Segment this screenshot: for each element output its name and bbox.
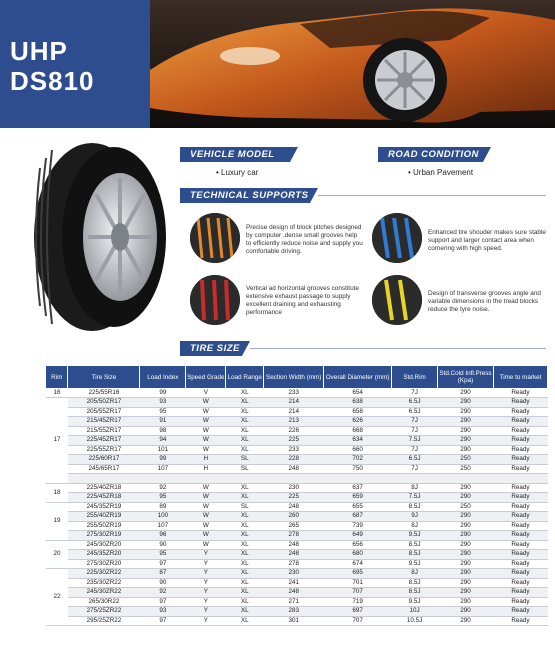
table-cell: 265 [264,521,324,531]
table-cell: 245/30ZR22 [68,588,140,598]
table-cell: 250 [438,464,494,474]
table-body [46,388,548,626]
table-cell: 92 [140,588,186,598]
table-cell: XL [226,388,264,398]
feature-text-shoulder: Enhanced tire shouder makes sure stable support and larger contact area when cornering with high speed. [428,229,546,252]
table-row [46,578,548,588]
table-cell: 97 [140,616,186,626]
table-cell: Ready [493,550,547,560]
vehicle-model-value: • Luxury car [216,168,259,177]
table-cell [226,474,264,484]
table-cell [186,474,226,484]
table-cell: 255/50ZR19 [68,521,140,531]
table-cell [68,474,140,484]
table-cell: XL [226,493,264,503]
table-cell: 250 [438,502,494,512]
table-row [46,455,548,465]
table-cell: 275/30ZR19 [68,531,140,541]
table-cell: 655 [324,502,392,512]
table-cell: 93 [140,398,186,408]
table-cell: SL [226,502,264,512]
table-cell: 245/35ZR20 [68,550,140,560]
table-cell: 214 [264,407,324,417]
table-cell: 7J [392,388,438,398]
table-cell: W [186,417,226,427]
table-cell: 215/55ZR17 [68,426,140,436]
table-cell: 101 [140,445,186,455]
tread-orange-icon [190,213,240,263]
table-cell: Y [186,607,226,617]
table-cell: 225/60R17 [68,455,140,465]
table-cell: 6.5J [392,407,438,417]
table-cell: Ready [493,531,547,541]
table-cell: 265/30R22 [68,597,140,607]
table-cell: 89 [140,502,186,512]
table-cell: 8.5J [392,502,438,512]
table-cell: 290 [438,483,494,493]
table-cell: W [186,436,226,446]
feature-text-grooves: Design of transverse grooves angle and variable dimensions in the tread blocks reduce the tyre noise. [428,290,541,313]
rim-cell: 17 [46,398,68,484]
table-cell: W [186,407,226,417]
table-cell: Ready [493,578,547,588]
table-cell: 233 [264,388,324,398]
table-row [46,597,548,607]
table-cell: 8.5J [392,588,438,598]
table-cell: 99 [140,388,186,398]
table-cell: 295/25ZR22 [68,616,140,626]
table-cell: 248 [264,550,324,560]
table-cell: Ready [493,588,547,598]
tire-product-image [22,138,182,336]
table-cell: 7J [392,426,438,436]
table-cell: SL [226,455,264,465]
feature-text-noise: Precise design of block pitches designed by computer ,dense small grooves help to efficiently reduce noise and supply you comfortable driving. [246,224,363,255]
table-cell: 668 [324,426,392,436]
table-cell: 638 [324,398,392,408]
table-cell: 90 [140,578,186,588]
table-cell: 290 [438,588,494,598]
table-cell: 290 [438,417,494,427]
table-cell: SL [226,464,264,474]
table-cell: XL [226,578,264,588]
table-cell: 107 [140,521,186,531]
table-cell: Ready [493,388,547,398]
tread-blue-icon [372,213,422,263]
table-cell: Y [186,569,226,579]
table-cell: Y [186,578,226,588]
table-cell: Y [186,616,226,626]
table-row [46,445,548,455]
table-cell: XL [226,588,264,598]
table-cell: Ready [493,512,547,522]
table-cell: 290 [438,398,494,408]
table-cell: Ready [493,483,547,493]
table-cell [264,474,324,484]
table-cell: XL [226,531,264,541]
table-cell: 278 [264,531,324,541]
table-header-cell: Load Range [226,366,264,388]
table-cell: 8.5J [392,578,438,588]
table-cell: 649 [324,531,392,541]
table-cell: 225/55R16 [68,388,140,398]
table-cell: 10.5J [392,616,438,626]
table-cell: 228 [264,455,324,465]
table-cell: Ready [493,464,547,474]
table-cell: 6.5J [392,398,438,408]
table-cell: XL [226,550,264,560]
table-cell: Ready [493,569,547,579]
table-cell: 283 [264,607,324,617]
table-cell: Y [186,559,226,569]
table-cell: Ready [493,436,547,446]
table-cell [438,474,494,484]
table-cell: 205/50ZR17 [68,398,140,408]
table-cell: XL [226,426,264,436]
road-condition-text: Urban Pavement [413,168,474,177]
rim-cell: 22 [46,569,68,626]
table-cell: 687 [324,512,392,522]
table-cell: 248 [264,540,324,550]
table-cell: Ready [493,407,547,417]
table-cell: 95 [140,493,186,503]
table-cell: Ready [493,417,547,427]
table-cell: 226 [264,426,324,436]
table-cell: Y [186,550,226,560]
table-cell: 87 [140,569,186,579]
table-cell: Ready [493,540,547,550]
table-cell: 9.5J [392,531,438,541]
table-cell: 91 [140,417,186,427]
table-cell: 225 [264,493,324,503]
table-cell: 215/45ZR17 [68,417,140,427]
table-cell: XL [226,512,264,522]
table-cell: 658 [324,407,392,417]
table-header-cell: Load Index [140,366,186,388]
table-row [46,540,548,550]
table-cell [392,474,438,484]
table-cell: Ready [493,607,547,617]
table-cell: 290 [438,407,494,417]
table-cell: 95 [140,407,186,417]
table-cell: 225/45ZR18 [68,493,140,503]
table-cell: 250 [438,455,494,465]
table-cell: 8J [392,521,438,531]
table-cell: XL [226,407,264,417]
table-cell: H [186,455,226,465]
table-cell: 275/25ZR22 [68,607,140,617]
table-cell: 290 [438,426,494,436]
table-cell: Ready [493,445,547,455]
table-row [46,569,548,579]
table-cell: Ready [493,455,547,465]
table-cell: XL [226,417,264,427]
table-cell: 290 [438,436,494,446]
table-cell: 214 [264,398,324,408]
table-cell: W [186,521,226,531]
table-cell: 290 [438,445,494,455]
table-header-cell: Time to market [493,366,547,388]
table-cell: 8.5J [392,540,438,550]
header-banner [0,0,555,128]
table-row [46,417,548,427]
table-row [46,502,548,512]
table-cell: 750 [324,464,392,474]
table-row [46,398,548,408]
table-cell: 7J [392,445,438,455]
table-row [46,607,548,617]
table-cell: Ready [493,426,547,436]
table-cell [140,474,186,484]
table-cell: Y [186,597,226,607]
table-cell: 739 [324,521,392,531]
vehicle-model-text: Luxury car [221,168,259,177]
table-cell: 97 [140,559,186,569]
table-cell: 7.5J [392,493,438,503]
table-cell: W [186,426,226,436]
table-cell: 290 [438,540,494,550]
table-cell: 107 [140,464,186,474]
table-cell: 98 [140,426,186,436]
table-cell: 230 [264,569,324,579]
table-cell: 680 [324,550,392,560]
table-cell: W [186,493,226,503]
table-cell: Ready [493,521,547,531]
table-cell: 241 [264,578,324,588]
table-cell: 278 [264,559,324,569]
table-header-cell: Rim [46,366,68,388]
table-cell: 248 [264,464,324,474]
table-cell: 7.5J [392,436,438,446]
table-cell: 654 [324,388,392,398]
table-header-cell: Overall Diameter (mm) [324,366,392,388]
table-cell [324,474,392,484]
table-cell: W [186,512,226,522]
table-cell: 701 [324,578,392,588]
table-cell: 626 [324,417,392,427]
table-cell: 695 [324,569,392,579]
table-cell: W [186,483,226,493]
table-row [46,512,548,522]
table-cell: 9.5J [392,559,438,569]
table-cell: 97 [140,597,186,607]
table-cell: Ready [493,597,547,607]
table-row [46,588,548,598]
table-cell: W [186,398,226,408]
table-cell: 7J [392,464,438,474]
table-cell: 697 [324,607,392,617]
table-cell: 659 [324,493,392,503]
table-row [46,493,548,503]
road-condition-value: • Urban Pavement [408,168,474,177]
table-cell: 719 [324,597,392,607]
table-cell: 235/30ZR22 [68,578,140,588]
table-row [46,521,548,531]
section-vehicle-model: VEHICLE MODEL [180,147,290,162]
table-cell: 9J [392,512,438,522]
table-cell: 634 [324,436,392,446]
table-cell: Ready [493,559,547,569]
table-cell: XL [226,559,264,569]
table-cell: 230 [264,483,324,493]
table-cell: 660 [324,445,392,455]
table-cell: 8.5J [392,550,438,560]
table-row [46,550,548,560]
section-tire-size: TIRE SIZE [180,341,242,356]
rim-cell: 18 [46,483,68,502]
table-cell: 96 [140,531,186,541]
table-cell: XL [226,607,264,617]
table-cell: 7J [392,417,438,427]
table-cell: 707 [324,588,392,598]
table-cell: 637 [324,483,392,493]
tread-red-icon [190,275,240,325]
table-cell: 225/40ZR18 [68,483,140,493]
section-divider [318,195,546,196]
table-cell: XL [226,483,264,493]
table-cell: 290 [438,597,494,607]
table-cell: 260 [264,512,324,522]
product-line-title: UHP [10,36,68,66]
table-cell: 10J [392,607,438,617]
table-cell: 290 [438,550,494,560]
table-cell [493,474,547,484]
table-cell: 225 [264,436,324,446]
table-cell: XL [226,445,264,455]
table-cell: 225/55ZR17 [68,445,140,455]
table-header-cell: Std.Cold Infl.Press (Kpa) [438,366,494,388]
table-cell: Ready [493,493,547,503]
table-cell: 9.5J [392,597,438,607]
table-cell: 290 [438,616,494,626]
table-row [46,426,548,436]
table-cell: Ready [493,502,547,512]
table-cell: 290 [438,559,494,569]
table-cell: 248 [264,588,324,598]
table-cell: W [186,502,226,512]
table-cell: 95 [140,550,186,560]
table-cell: 290 [438,531,494,541]
table-row [46,464,548,474]
table-cell: 6.5J [392,455,438,465]
table-cell: 245/65R17 [68,464,140,474]
table-row [46,616,548,626]
table-cell: W [186,445,226,455]
tire-size-table [46,366,548,626]
table-cell: 290 [438,388,494,398]
table-cell: 92 [140,483,186,493]
table-cell: 674 [324,559,392,569]
table-row [46,407,548,417]
table-cell: 225/30ZR22 [68,569,140,579]
product-model-title: DS810 [10,66,95,96]
table-cell: V [186,388,226,398]
table-cell: XL [226,597,264,607]
section-divider [250,348,546,349]
table-cell: 213 [264,417,324,427]
table-cell: 290 [438,578,494,588]
section-road-condition: ROAD CONDITION [378,147,483,162]
table-header-cell: Tire Size [68,366,140,388]
table-cell: 290 [438,569,494,579]
table-cell: 233 [264,445,324,455]
table-cell: 8J [392,483,438,493]
feature-text-draining: Vertical ad horizontal grooves constitute extensive exhaust passage to supply excellent draining and exhausting performance [246,285,359,316]
table-row [46,483,548,493]
table-cell: 702 [324,455,392,465]
table-cell: 290 [438,493,494,503]
table-cell: 225/45ZR17 [68,436,140,446]
table-cell: XL [226,398,264,408]
table-cell: 271 [264,597,324,607]
table-cell: 8J [392,569,438,579]
table-cell: 248 [264,502,324,512]
sports-car-image [150,0,555,128]
table-cell: XL [226,521,264,531]
table-row [46,474,548,484]
table-cell: 90 [140,540,186,550]
table-cell: Ready [493,616,547,626]
table-row [46,436,548,446]
table-header-row [46,366,548,388]
table-cell: 656 [324,540,392,550]
table-cell: 93 [140,607,186,617]
table-row [46,531,548,541]
table-cell: 301 [264,616,324,626]
table-cell: XL [226,540,264,550]
table-cell: 205/55ZR17 [68,407,140,417]
section-technical-supports: TECHNICAL SUPPORTS [180,188,310,203]
table-cell: 255/40ZR19 [68,512,140,522]
table-cell: 99 [140,455,186,465]
table-cell: 245/30ZR20 [68,540,140,550]
table-cell: Y [186,588,226,598]
rim-cell: 20 [46,540,68,569]
table-cell: Ready [493,398,547,408]
table-header-cell: Speed Grade [186,366,226,388]
rim-cell: 19 [46,502,68,540]
table-cell: 245/35ZR19 [68,502,140,512]
table-cell: H [186,464,226,474]
table-row [46,559,548,569]
table-cell: 100 [140,512,186,522]
table-cell: W [186,540,226,550]
tread-yellow-icon [372,275,422,325]
table-cell: XL [226,569,264,579]
table-cell: 290 [438,521,494,531]
table-cell: XL [226,436,264,446]
rim-cell: 16 [46,388,68,398]
table-cell: 94 [140,436,186,446]
table-cell: 275/30ZR20 [68,559,140,569]
table-cell: 290 [438,512,494,522]
table-header-cell: Section Width (mm) [264,366,324,388]
table-row [46,388,548,398]
table-header-cell: Std.Rim [392,366,438,388]
table-cell: XL [226,616,264,626]
table-cell: 290 [438,607,494,617]
table-cell: 707 [324,616,392,626]
table-cell: W [186,531,226,541]
